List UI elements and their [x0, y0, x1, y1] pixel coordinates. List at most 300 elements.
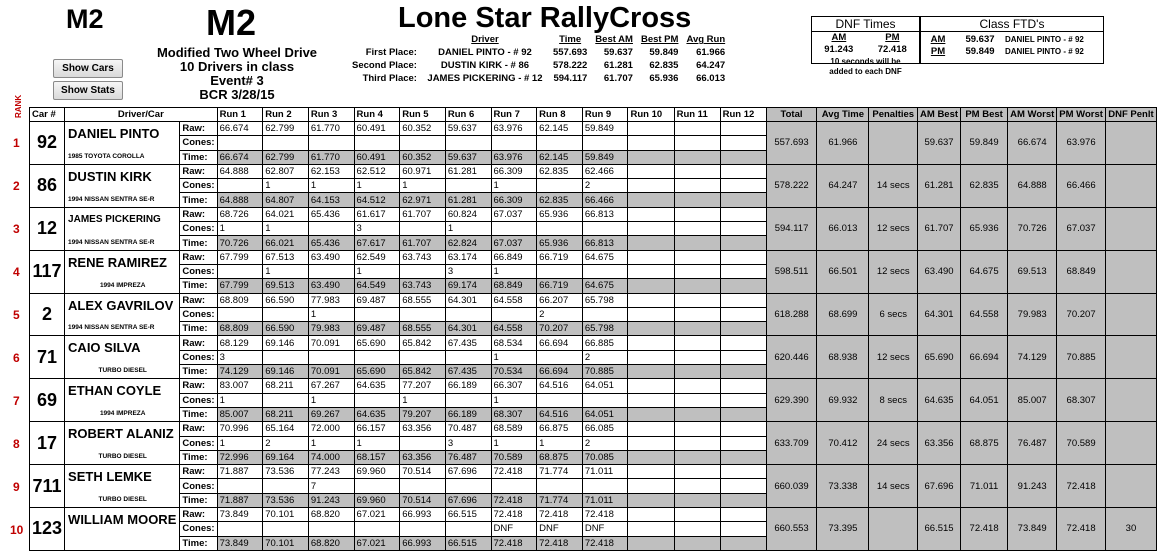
run-cell: 66.674 — [217, 150, 263, 164]
run-cell: 2 — [582, 350, 628, 364]
run-cell — [674, 150, 720, 164]
run-cell — [628, 193, 674, 207]
stat-pm-worst: 68.307 — [1057, 379, 1106, 422]
row-label: Raw: — [180, 122, 217, 136]
run-cell — [720, 122, 766, 136]
run-cell — [720, 307, 766, 321]
run-cell — [628, 136, 674, 150]
run-cell: 70.534 — [491, 365, 537, 379]
run-cell: 62.807 — [263, 164, 309, 178]
run-cell: DNF — [582, 522, 628, 536]
stat-avg: 69.932 — [817, 379, 869, 422]
run-cell: 70.726 — [217, 236, 263, 250]
stat-am-best: 67.696 — [918, 465, 961, 508]
stat-am-best: 61.707 — [918, 207, 961, 250]
run-cell: 65.798 — [582, 322, 628, 336]
result-row-raw — [30, 379, 1157, 393]
run-cell: 3 — [217, 350, 263, 364]
run-cell — [720, 336, 766, 350]
run-cell — [674, 465, 720, 479]
driver-cell — [65, 336, 180, 379]
run-cell — [674, 322, 720, 336]
run-cell: 66.021 — [263, 236, 309, 250]
run-cell — [674, 236, 720, 250]
driver-vehicle: 1994 IMPREZA — [99, 410, 146, 418]
row-label: Cones: — [180, 350, 217, 364]
run-cell — [720, 293, 766, 307]
run-cell: 61.707 — [400, 236, 446, 250]
run-cell: 77.983 — [308, 293, 354, 307]
run-cell — [720, 393, 766, 407]
rank-number: 4 — [13, 265, 20, 279]
show-cars-button[interactable]: Show Cars — [53, 59, 123, 78]
dnf-am-label: AM — [831, 32, 847, 43]
run-cell: 69.487 — [354, 293, 400, 307]
driver-vehicle: TURBO DIESEL — [98, 367, 147, 375]
run-cell: 68.307 — [491, 407, 537, 421]
col-header-driver: Driver/Car — [65, 108, 218, 122]
run-cell: 69.164 — [263, 450, 309, 464]
row-label: Cones: — [180, 136, 217, 150]
run-cell: 63.356 — [400, 450, 446, 464]
run-cell — [674, 450, 720, 464]
col-header-pm-worst: PM Worst — [1057, 108, 1106, 122]
stat-pm-best: 62.835 — [961, 164, 1008, 207]
run-cell: 65.436 — [308, 236, 354, 250]
run-cell: 64.549 — [354, 279, 400, 293]
dnf-times-box — [811, 16, 920, 76]
show-stats-button[interactable]: Show Stats — [53, 81, 123, 100]
run-cell — [628, 522, 674, 536]
stat-pm-best: 64.675 — [961, 250, 1008, 293]
run-cell: 63.490 — [308, 279, 354, 293]
row-label: Time: — [180, 150, 217, 164]
run-cell — [628, 422, 674, 436]
stat-dnf-pen — [1105, 207, 1156, 250]
run-cell: 64.675 — [582, 279, 628, 293]
run-cell: 73.536 — [263, 465, 309, 479]
run-cell — [628, 122, 674, 136]
stat-avg: 73.338 — [817, 465, 869, 508]
driver-cell — [65, 207, 180, 250]
stat-am-best: 65.690 — [918, 336, 961, 379]
run-cell: 72.418 — [582, 508, 628, 522]
run-cell — [400, 136, 446, 150]
run-cell: 65.842 — [400, 365, 446, 379]
run-cell: 68.211 — [263, 379, 309, 393]
stat-pm-worst: 63.976 — [1057, 122, 1106, 165]
run-cell — [720, 207, 766, 221]
podium-driver: JAMES PICKERING - # 12 — [427, 73, 543, 84]
podium-time: 578.222 — [552, 60, 588, 71]
stat-avg: 64.247 — [817, 164, 869, 207]
run-cell — [674, 379, 720, 393]
run-cell: 69.487 — [354, 322, 400, 336]
run-cell — [720, 479, 766, 493]
stat-penalties: 12 secs — [869, 207, 918, 250]
car-number: 86 — [30, 164, 65, 207]
rank-number: 2 — [13, 179, 20, 193]
run-cell: 59.637 — [445, 150, 491, 164]
run-cell: 1 — [217, 436, 263, 450]
car-number: 12 — [30, 207, 65, 250]
run-cell: 71.887 — [217, 493, 263, 507]
run-cell — [217, 522, 263, 536]
run-cell: 60.824 — [445, 207, 491, 221]
run-cell: 77.207 — [400, 379, 446, 393]
stat-penalties — [869, 508, 918, 551]
podium-avg: 64.247 — [696, 60, 726, 71]
dnf-times-title: DNF Times — [812, 17, 919, 32]
run-cell — [217, 264, 263, 278]
run-cell — [263, 307, 309, 321]
dnf-note — [812, 57, 919, 77]
run-cell — [720, 536, 766, 550]
run-cell: 65.798 — [582, 293, 628, 307]
run-cell — [720, 508, 766, 522]
run-cell: 61.770 — [308, 122, 354, 136]
run-cell: 1 — [354, 436, 400, 450]
run-cell: 72.418 — [491, 465, 537, 479]
row-label: Cones: — [180, 479, 217, 493]
run-cell — [674, 422, 720, 436]
run-cell: 68.809 — [217, 293, 263, 307]
rank-number: 1 — [13, 136, 20, 150]
subtitle-line: Modified Two Wheel Drive — [156, 45, 318, 60]
run-cell: 7 — [308, 479, 354, 493]
run-cell: 1 — [491, 179, 537, 193]
run-cell: 63.976 — [491, 122, 537, 136]
run-cell: 64.301 — [445, 322, 491, 336]
driver-name: DUSTIN KIRK — [68, 168, 152, 184]
run-cell — [354, 522, 400, 536]
stat-total: 578.222 — [766, 164, 817, 207]
run-cell: 1 — [537, 436, 583, 450]
run-cell: 66.993 — [400, 508, 446, 522]
rank-number: 5 — [13, 308, 20, 322]
run-cell: 66.189 — [445, 407, 491, 421]
col-header-pm-best: PM Best — [961, 108, 1008, 122]
car-number: 17 — [30, 422, 65, 465]
run-cell: 67.799 — [217, 250, 263, 264]
run-cell: 1 — [308, 179, 354, 193]
run-cell — [720, 250, 766, 264]
run-cell: 64.153 — [308, 193, 354, 207]
col-header-avg-time: Avg Time — [817, 108, 869, 122]
run-cell: 67.799 — [217, 279, 263, 293]
run-cell — [308, 350, 354, 364]
run-cell — [720, 493, 766, 507]
stat-penalties: 12 secs — [869, 336, 918, 379]
podium-header-best-am: Best AM — [595, 34, 633, 45]
ftd-pm-label: PM — [930, 46, 946, 57]
stat-avg: 73.395 — [817, 508, 869, 551]
run-cell: 64.807 — [263, 193, 309, 207]
run-cell — [400, 350, 446, 364]
run-cell — [628, 536, 674, 550]
run-cell — [354, 136, 400, 150]
run-cell — [537, 179, 583, 193]
run-cell: 67.021 — [354, 508, 400, 522]
podium-time: 557.693 — [552, 47, 588, 58]
run-cell: 66.885 — [582, 336, 628, 350]
driver-cell — [65, 465, 180, 508]
run-cell — [354, 350, 400, 364]
run-cell — [582, 479, 628, 493]
car-number: 711 — [30, 465, 65, 508]
run-cell: 70.207 — [537, 322, 583, 336]
run-cell: 62.799 — [263, 150, 309, 164]
dnf-note-line: 10 seconds will be — [830, 57, 901, 66]
result-row-raw — [30, 336, 1157, 350]
podium-driver: DUSTIN KIRK - # 86 — [440, 60, 530, 71]
run-cell — [308, 522, 354, 536]
run-cell — [628, 407, 674, 421]
run-cell: 64.051 — [582, 407, 628, 421]
run-cell: 1 — [263, 264, 309, 278]
run-cell — [720, 350, 766, 364]
stat-avg: 61.966 — [817, 122, 869, 165]
run-cell: 66.515 — [445, 508, 491, 522]
stat-penalties: 24 secs — [869, 422, 918, 465]
run-cell — [628, 493, 674, 507]
run-cell: 62.824 — [445, 236, 491, 250]
run-cell — [400, 436, 446, 450]
page-title: Lone Star RallyCross — [398, 2, 692, 34]
run-cell — [674, 136, 720, 150]
run-cell: 66.207 — [537, 293, 583, 307]
stat-am-worst: 69.513 — [1008, 250, 1057, 293]
run-cell: 63.743 — [400, 250, 446, 264]
podium-best-pm: 59.849 — [649, 47, 679, 58]
run-cell — [674, 522, 720, 536]
driver-vehicle: 1994 IMPREZA — [99, 281, 146, 289]
result-row-raw — [30, 207, 1157, 221]
run-cell — [628, 379, 674, 393]
row-label: Raw: — [180, 293, 217, 307]
run-cell: 68.726 — [217, 207, 263, 221]
run-cell — [308, 264, 354, 278]
run-cell — [720, 264, 766, 278]
subtitle-line: 10 Drivers in class — [179, 59, 295, 74]
run-cell: 70.589 — [491, 450, 537, 464]
stat-am-best: 61.281 — [918, 164, 961, 207]
car-number: 123 — [30, 508, 65, 551]
run-cell: 66.309 — [491, 193, 537, 207]
run-cell: 67.267 — [308, 379, 354, 393]
run-cell: 64.888 — [217, 193, 263, 207]
row-label: Time: — [180, 450, 217, 464]
row-label: Cones: — [180, 222, 217, 236]
driver-cell — [65, 508, 180, 551]
run-cell: 69.174 — [445, 279, 491, 293]
run-cell: 1 — [491, 436, 537, 450]
run-cell — [354, 307, 400, 321]
run-cell: 68.534 — [491, 336, 537, 350]
col-header-dnf-penalty: DNF Penlt — [1105, 108, 1156, 122]
run-cell: 70.514 — [400, 493, 446, 507]
run-cell: 64.558 — [491, 293, 537, 307]
run-cell: 1 — [445, 222, 491, 236]
run-cell — [674, 293, 720, 307]
stat-pm-worst: 70.207 — [1057, 293, 1106, 336]
car-number: 71 — [30, 336, 65, 379]
driver-name: JAMES PICKERING — [68, 213, 161, 225]
run-cell — [628, 479, 674, 493]
stat-pm-worst: 67.037 — [1057, 207, 1106, 250]
run-cell: 67.617 — [354, 236, 400, 250]
col-header-penalties: Penalties — [869, 108, 918, 122]
driver-cell — [65, 379, 180, 422]
run-cell: 1 — [400, 393, 446, 407]
rank-number: 10 — [10, 523, 24, 537]
ftd-pm-driver: DANIEL PINTO - # 92 — [1005, 47, 1084, 56]
col-header-run: Run 4 — [354, 108, 400, 122]
podium-avg: 61.966 — [696, 47, 726, 58]
stat-total: 629.390 — [766, 379, 817, 422]
row-label: Cones: — [180, 522, 217, 536]
run-cell: 65.936 — [537, 236, 583, 250]
class-code-small: M2 — [66, 4, 104, 34]
run-cell — [720, 422, 766, 436]
stat-total: 598.511 — [766, 250, 817, 293]
row-label: Cones: — [180, 436, 217, 450]
run-cell: 3 — [445, 264, 491, 278]
podium-header-time: Time — [559, 34, 582, 45]
run-cell: 66.466 — [582, 193, 628, 207]
run-cell: 71.011 — [582, 465, 628, 479]
col-header-run: Run 3 — [308, 108, 354, 122]
car-number: 2 — [30, 293, 65, 336]
run-cell — [263, 393, 309, 407]
run-cell: 64.301 — [445, 293, 491, 307]
stat-penalties: 12 secs — [869, 250, 918, 293]
ftd-am-driver: DANIEL PINTO - # 92 — [1005, 35, 1084, 44]
stat-dnf-pen — [1105, 379, 1156, 422]
run-cell: 67.021 — [354, 536, 400, 550]
run-cell: 66.590 — [263, 293, 309, 307]
run-cell: 68.589 — [491, 422, 537, 436]
run-cell: 2 — [537, 307, 583, 321]
run-cell: 72.000 — [308, 422, 354, 436]
stat-dnf-pen — [1105, 164, 1156, 207]
stat-pm-best: 72.418 — [961, 508, 1008, 551]
run-cell: 66.189 — [445, 379, 491, 393]
run-cell: 70.101 — [263, 508, 309, 522]
run-cell: 85.007 — [217, 407, 263, 421]
stat-am-worst: 91.243 — [1008, 465, 1057, 508]
run-cell — [628, 307, 674, 321]
run-cell — [628, 279, 674, 293]
run-cell: 68.555 — [400, 293, 446, 307]
stat-pm-best: 64.051 — [961, 379, 1008, 422]
podium-label: First Place: — [365, 47, 417, 58]
run-cell: 1 — [308, 436, 354, 450]
run-cell — [582, 307, 628, 321]
driver-name: ETHAN COYLE — [68, 383, 162, 399]
run-cell — [217, 136, 263, 150]
dnf-am-time: 91.243 — [824, 44, 854, 55]
row-label: Raw: — [180, 250, 217, 264]
col-header-run: Run 5 — [400, 108, 446, 122]
stat-pm-worst: 72.418 — [1057, 465, 1106, 508]
run-cell: 68.849 — [491, 279, 537, 293]
run-cell: DNF — [491, 522, 537, 536]
col-header-run: Run 10 — [628, 108, 674, 122]
row-label: Raw: — [180, 207, 217, 221]
podium-best-am: 61.707 — [603, 73, 633, 84]
stat-am-best: 66.515 — [918, 508, 961, 551]
run-cell: 72.418 — [491, 493, 537, 507]
run-cell — [628, 508, 674, 522]
row-label: Raw: — [180, 422, 217, 436]
col-header-total: Total — [766, 108, 817, 122]
run-cell: 73.536 — [263, 493, 309, 507]
run-cell — [628, 322, 674, 336]
run-cell: 70.996 — [217, 422, 263, 436]
run-cell — [674, 365, 720, 379]
run-cell — [582, 222, 628, 236]
run-cell: 72.996 — [217, 450, 263, 464]
run-cell: 71.774 — [537, 493, 583, 507]
row-label: Time: — [180, 236, 217, 250]
run-cell: 72.418 — [491, 508, 537, 522]
stat-pm-best: 64.558 — [961, 293, 1008, 336]
stat-penalties — [869, 122, 918, 165]
podium-driver: DANIEL PINTO - # 92 — [438, 47, 532, 58]
car-number: 117 — [30, 250, 65, 293]
run-cell — [628, 250, 674, 264]
run-cell — [537, 264, 583, 278]
row-label: Cones: — [180, 179, 217, 193]
podium-best-am: 61.281 — [603, 60, 633, 71]
stat-am-worst: 85.007 — [1008, 379, 1057, 422]
run-cell: 69.146 — [263, 336, 309, 350]
stat-am-worst: 70.726 — [1008, 207, 1057, 250]
row-label: Cones: — [180, 307, 217, 321]
stat-total: 557.693 — [766, 122, 817, 165]
run-cell — [445, 307, 491, 321]
run-cell: 73.849 — [217, 536, 263, 550]
run-cell: 67.513 — [263, 250, 309, 264]
stat-avg: 66.501 — [817, 250, 869, 293]
run-cell: 79.983 — [308, 322, 354, 336]
run-cell: 2 — [263, 436, 309, 450]
run-cell — [628, 436, 674, 450]
result-row-raw — [30, 508, 1157, 522]
run-cell — [263, 479, 309, 493]
rank-number: 3 — [13, 222, 20, 236]
run-cell — [674, 436, 720, 450]
driver-name: ROBERT ALANIZ — [68, 426, 174, 442]
run-cell: 64.635 — [354, 407, 400, 421]
ftd-am-time: 59.637 — [965, 34, 995, 45]
run-cell: 62.835 — [537, 193, 583, 207]
run-cell: 66.694 — [537, 365, 583, 379]
run-cell: 65.690 — [354, 336, 400, 350]
run-cell — [674, 407, 720, 421]
podium-time: 594.117 — [553, 73, 588, 84]
run-cell — [674, 493, 720, 507]
run-cell: 66.674 — [217, 122, 263, 136]
run-cell — [674, 336, 720, 350]
row-label: Raw: — [180, 465, 217, 479]
run-cell — [720, 365, 766, 379]
stat-pm-worst: 68.849 — [1057, 250, 1106, 293]
row-label: Time: — [180, 365, 217, 379]
run-cell: 2 — [582, 436, 628, 450]
driver-cell — [65, 122, 180, 165]
